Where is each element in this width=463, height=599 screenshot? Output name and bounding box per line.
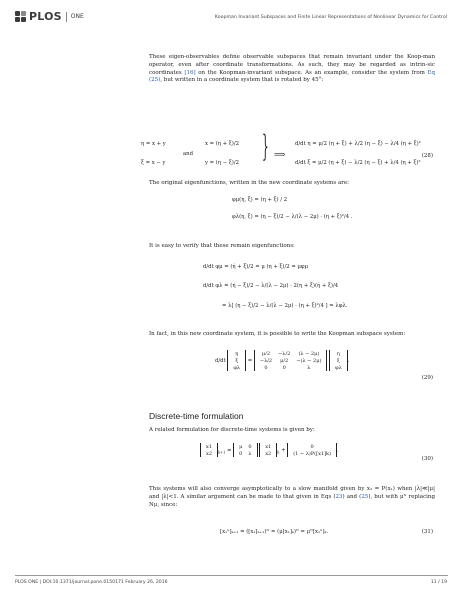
logo-sub: ONE [70, 13, 84, 20]
eq31: [x₁ⁿ]ₖ₊₁ = ([x₁]ₖ₊₁)ᴺ = (μ[x₁]ₖ)ᴺ = μᴺ[x₁ⁿ]ₖ. [220, 529, 329, 535]
eq29: d/dt η ξ φλ = μ/2 −λ/2 (λ − 2μ) −λ/2 μ/2 −(λ − 2μ) 0 0 λ η ξ φλ . [215, 350, 350, 371]
matrix-entry: λ [248, 450, 252, 457]
matrix-entry: 0 [264, 364, 268, 371]
vector-entry: φλ [335, 364, 342, 371]
vector-entry: ξ [235, 357, 239, 364]
text-segment: ), but with μᴺ replacing Nμ, since: [149, 493, 435, 508]
equation-link[interactable]: 25 [361, 493, 369, 500]
eq28-coord-eta: η = x + y [141, 141, 166, 147]
paragraph-convergence [149, 486, 435, 509]
matrix-entry: 0 [282, 364, 286, 371]
eq28-inverse-x: x = (η + ξ)/2 [205, 141, 239, 147]
matrix-entry: −(λ − 2μ) [296, 357, 322, 364]
section-heading: Discrete-time formulation [149, 411, 244, 421]
verify-line-3: = λ[ (η − ξ)/2 − λ/(λ − 2μ) · (η + ξ)²/4 ] = λφλ. [222, 303, 348, 309]
eigenfunction-mu: φμ(η, ξ) = (η + ξ) / 2 [232, 197, 288, 203]
matrix-entry: μ [239, 443, 243, 450]
equation-number-28: (28) [421, 153, 433, 159]
matrix-entry: λ [307, 364, 311, 371]
plos-logo-icon [15, 11, 26, 22]
eq30-nonlinear-term [287, 443, 337, 457]
equation-number-30: (30) [421, 456, 433, 462]
matrix-entry: 0 [248, 443, 252, 450]
subscript: k+1 [218, 450, 226, 455]
vector-entry: η [235, 350, 239, 357]
eq30-matrix [233, 443, 257, 457]
text-segment: These eigen-observables define observable subspaces that remain invariant under the Koop-man operator, even after coordinate transformations. As such, they may be regarded as intrin-sic coordinates [149, 54, 435, 76]
eq28-arrow: ⟹ [274, 150, 286, 159]
citation-link[interactable]: [16] [184, 69, 196, 76]
vector-entry: η [336, 350, 340, 357]
vector-entry: ξ [337, 357, 340, 364]
text-segment: on the Koopman-invariant subspace. As an example, consider the system from [195, 69, 428, 76]
running-title: Koopman Invariant Subspaces and Finite Linear Representations of Nonlinear Dynamics for Control [214, 15, 447, 20]
plos-one-logo [15, 10, 84, 23]
eq29-state-vector-rhs [329, 350, 348, 371]
eq29-state-vector [227, 350, 246, 371]
equation-number-29: (29) [421, 375, 433, 381]
eq28-and: and [183, 151, 193, 157]
equation-link[interactable]: 23 [335, 493, 343, 500]
matrix-entry: −λ/2 [278, 350, 291, 357]
text-segment: , but written in a coordinate system that is rotated by 45°: [160, 77, 324, 84]
verify-line-2: d/dt φλ = (η̇ − ξ̇)/2 − λ/(λ − 2μ) · 2(η + ξ)(η̇ + ξ̇)/4 [203, 283, 339, 289]
subscript: k [277, 450, 280, 455]
eq28-coord-xi: ξ = x − y [141, 160, 166, 166]
vector-entry: (1 − λ)P([x1]k) [293, 450, 332, 457]
text-segment: This systems will also converge asymptotically to a slow manifold given by x₂ = P(x₁) when |λ|≪|μ| and |λ|<1. A similar argument can be made to that given in Eqs ( [149, 486, 435, 500]
paragraph-eigenfunctions: The original eigenfunctions, written in the new coordinate systems are: [149, 180, 349, 186]
page-number: 11 / 19 [430, 580, 447, 585]
eq29-derivative: d/dt [215, 358, 226, 364]
eq28-dynamics-eta: d/dt η = μ/2 (η + ξ) + λ/2 (η − ξ) − λ/4 (η + ξ)² [295, 141, 421, 147]
footer-divider [15, 575, 448, 576]
vector-entry: x1 [206, 443, 213, 450]
eq30: x1 x2 $_{k+1}$ = μ 0 0 λ x1 x2 $_k$ + 0 (1 − λ)P([x1]k) . [200, 443, 339, 457]
eq28-brace: } [262, 129, 269, 164]
eigenfunction-lambda: φλ(η, ξ) = (η − ξ)/2 − λ/(λ − 2μ) · (η + ξ)²/4 . [232, 214, 353, 220]
paragraph-intro [149, 54, 435, 85]
eq28-dynamics-xi: d/dt ξ = μ/2 (η + ξ) − λ/2 (η − ξ) + λ/4 (η + ξ)² [295, 160, 421, 166]
text-segment: ) and ( [342, 493, 362, 500]
eq30-next-state [200, 443, 218, 457]
logo-text: PLOS [29, 10, 62, 23]
plus-sign: + [281, 447, 286, 454]
matrix-entry: (λ − 2μ) [298, 350, 320, 357]
verify-line-1: d/dt φμ = (η̇ + ξ̇)/2 = μ (η + ξ)/2 = μφμ [203, 264, 309, 270]
paragraph-discrete: A related formulation for discrete-time systems is given by: [149, 427, 315, 433]
equation-number-31: (31) [421, 529, 433, 535]
logo-divider [66, 12, 67, 22]
eq30-state [259, 443, 280, 457]
eq29-koopman-matrix [254, 350, 328, 371]
footer-citation: PLOS ONE | DOI:10.1371/journal.pone.0150171 February 26, 2016 [15, 580, 168, 585]
matrix-entry: 0 [239, 450, 243, 457]
matrix-entry: μ/2 [280, 357, 289, 364]
paragraph-verify: It is easy to verify that these remain eigenfunctions: [149, 243, 295, 249]
matrix-entry: μ/2 [261, 350, 271, 357]
eq28-inverse-y: y = (η − ξ)/2 [205, 160, 239, 166]
vector-entry: φλ [233, 364, 241, 371]
vector-entry: 0 [310, 443, 314, 450]
paragraph-koopman-system: In fact, in this new coordinate system, it is possible to write the Koopman subspace system: [149, 331, 406, 337]
vector-entry: x1 [265, 443, 272, 450]
vector-entry: x2 [265, 450, 272, 457]
matrix-entry: −λ/2 [259, 357, 273, 364]
equation-link[interactable]: Eq (25) [149, 69, 435, 84]
vector-entry: x2 [206, 450, 213, 457]
